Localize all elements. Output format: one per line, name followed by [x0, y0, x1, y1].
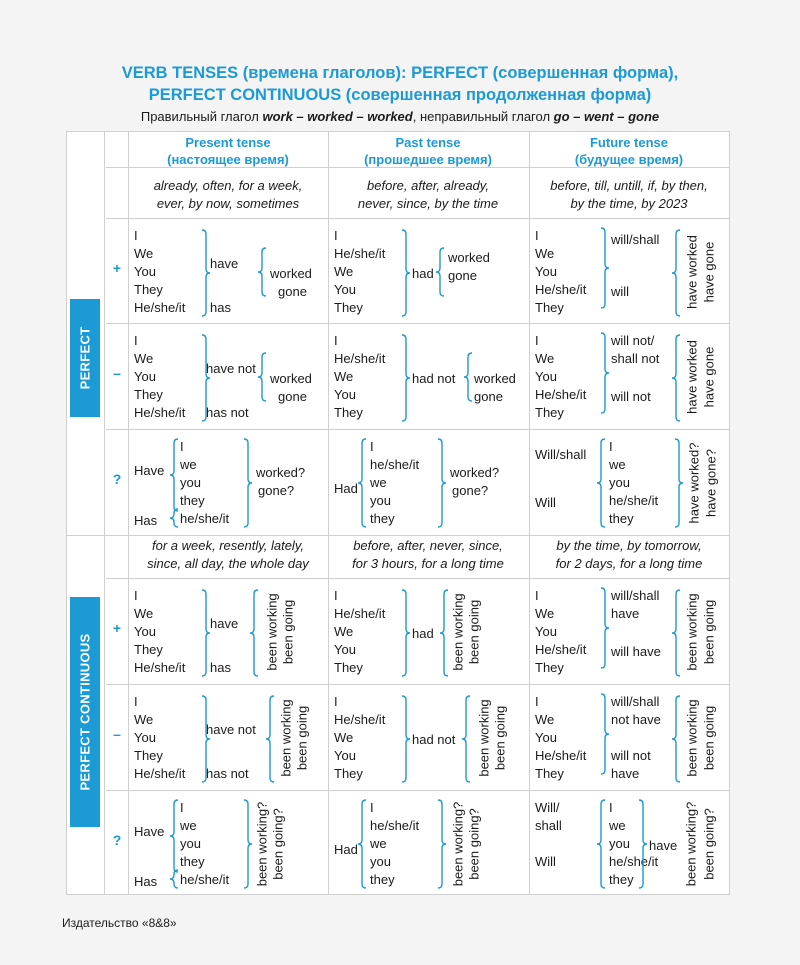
cell-word: have — [210, 256, 239, 271]
cell-word: had not — [412, 732, 456, 747]
left-brace — [597, 439, 605, 527]
left-brace — [672, 230, 680, 316]
right-brace — [244, 800, 252, 888]
cell-word: had — [412, 266, 434, 281]
vertical-form: been working — [684, 699, 700, 777]
sign-minus: – — [113, 726, 121, 742]
cell-word: he/she/it — [180, 511, 230, 526]
cell-word: We — [535, 712, 555, 727]
cell-word: you — [609, 475, 630, 490]
cell-word: He/she/it — [535, 282, 587, 297]
cell-word: I — [609, 800, 613, 815]
cell-word: he/she/it — [370, 457, 420, 472]
cell-word: They — [134, 282, 163, 297]
time-marker-line: by the time, by 2023 — [570, 196, 688, 211]
cell-word: I — [334, 694, 338, 709]
cell-word: have — [649, 838, 678, 853]
right-brace — [675, 439, 683, 527]
cell-word: I — [535, 588, 539, 603]
right-brace — [639, 800, 647, 888]
vertical-form: been going? — [466, 808, 482, 880]
right-brace — [402, 230, 410, 316]
cell-word: We — [334, 730, 354, 745]
cell-word: I — [180, 439, 184, 454]
cell-word: I — [134, 228, 138, 243]
right-brace — [402, 335, 410, 421]
time-marker-line: before, till, untill, if, by then, — [550, 178, 708, 193]
cell-word: We — [535, 246, 555, 261]
cell-word: Will — [535, 854, 556, 869]
cell-word: has — [210, 660, 231, 675]
cell-word: worked? — [450, 465, 500, 480]
cell-word: Had — [334, 481, 358, 496]
header-en: Present tense — [185, 135, 271, 150]
cell-word: They — [334, 766, 363, 781]
grid-line — [66, 894, 730, 895]
page-subtitle: Правильный глагол work – worked – worked, неправильный глагол go – went – gone — [140, 109, 660, 124]
cell-word: They — [535, 405, 564, 420]
header-past — [328, 131, 528, 167]
cell-word: they — [609, 511, 634, 526]
vertical-form: been going? — [270, 808, 286, 880]
grid-line — [328, 131, 329, 895]
cell-word: I — [535, 694, 539, 709]
cell-word: He/she/it — [334, 351, 386, 366]
cell-word: will not/ — [611, 333, 655, 348]
left-brace — [597, 800, 605, 888]
cell-word: You — [334, 387, 356, 402]
cell-word: They — [535, 766, 564, 781]
cell-word: not have — [611, 712, 661, 727]
vertical-form: been going — [492, 705, 508, 771]
cell-word: I — [334, 228, 338, 243]
cell-word: worked — [474, 371, 516, 386]
cell-word: they — [370, 511, 395, 526]
left-brace — [464, 353, 472, 401]
vertical-form: been going — [294, 705, 310, 771]
left-brace — [672, 335, 680, 421]
time-markers-future — [529, 535, 729, 578]
cell-word: will/shall — [611, 588, 660, 603]
right-brace — [202, 590, 210, 676]
cell-word: You — [535, 730, 557, 745]
vertical-form: been going — [280, 599, 296, 665]
cell-word: He/she/it — [334, 712, 386, 727]
vertical-form: have gone — [701, 346, 717, 408]
cell-word: I — [535, 333, 539, 348]
right-brace — [244, 439, 252, 527]
left-brace — [258, 248, 266, 296]
cell-word: Will/shall — [535, 447, 587, 462]
vertical-form: been working — [450, 593, 466, 671]
header-ru: (будущее время) — [574, 152, 684, 167]
right-brace — [202, 230, 210, 316]
time-markers-present — [128, 175, 328, 218]
left-brace — [170, 509, 178, 527]
time-marker-line: before, after, already, — [367, 178, 489, 193]
cell-word: will/shall — [611, 232, 660, 247]
cell-word: gone? — [258, 483, 295, 498]
cell-word: they — [180, 854, 205, 869]
publisher: Издательство «8&8» — [62, 916, 177, 930]
cell-word: Will — [535, 495, 556, 510]
cell-word: will not — [611, 389, 651, 404]
cell-word: shall — [535, 818, 562, 833]
vertical-form: been working? — [450, 801, 466, 887]
cell-word: I — [180, 800, 184, 815]
grid-line — [729, 131, 730, 895]
cell-word: we — [180, 818, 197, 833]
grid-line — [106, 218, 730, 219]
time-marker-line: never, since, by the time — [357, 196, 499, 211]
cell-word: Have — [134, 463, 165, 478]
cell-word: You — [334, 282, 356, 297]
cell-word: He/she/it — [134, 766, 186, 781]
cell-word: I — [134, 333, 138, 348]
cell-word: you — [370, 493, 391, 508]
vertical-form: have worked? — [686, 442, 702, 524]
cell-word: They — [134, 642, 163, 657]
right-brace — [438, 439, 446, 527]
cell-word: You — [134, 369, 156, 384]
cell-word: You — [535, 624, 557, 639]
left-brace — [250, 590, 258, 676]
cell-word: have — [611, 766, 640, 781]
cell-word: They — [334, 660, 363, 675]
sign-minus: – — [113, 365, 121, 381]
cell-word: have not — [206, 722, 256, 737]
cell-word: We — [535, 606, 555, 621]
grid-line — [106, 684, 730, 685]
cell-word: They — [535, 300, 564, 315]
left-brace — [170, 800, 178, 872]
irregular-verb: go – went – gone — [553, 109, 660, 124]
cell-word: had — [412, 626, 434, 641]
right-brace — [601, 694, 609, 774]
header-future — [529, 131, 729, 167]
grid-line — [66, 131, 67, 895]
cell-word: You — [334, 642, 356, 657]
vertical-form: been working — [264, 593, 280, 671]
cell-word: I — [334, 333, 338, 348]
cell-word: will not — [611, 748, 651, 763]
grid-line — [128, 131, 129, 895]
time-marker-line: for 2 days, for a long time — [555, 556, 703, 571]
cell-word: You — [134, 624, 156, 639]
vertical-form: been working — [278, 699, 294, 777]
cell-word: He/she/it — [535, 642, 587, 657]
cell-word: we — [609, 818, 626, 833]
vertical-form: have worked — [684, 235, 700, 309]
time-marker-line: already, often, for a week, — [153, 178, 303, 193]
cell-word: Has — [134, 513, 158, 528]
cell-word: we — [370, 836, 387, 851]
cell-word: have — [210, 616, 239, 631]
sign-plus: + — [112, 260, 122, 276]
cell-word: gone — [448, 268, 477, 283]
section-label-perfect-continuous: PERFECT CONTINUOUS — [70, 597, 100, 827]
time-marker-line: since, all day, the whole day — [147, 556, 309, 571]
cell-word: He/she/it — [134, 405, 186, 420]
cell-word: You — [134, 730, 156, 745]
left-brace — [170, 439, 178, 511]
vertical-form: been going — [701, 705, 717, 771]
cell-word: I — [134, 588, 138, 603]
sign-question: ? — [112, 471, 122, 487]
cell-word: Had — [334, 842, 358, 857]
cell-word: Will/ — [535, 800, 560, 815]
time-marker-line: for 3 hours, for a long time — [352, 556, 504, 571]
cell-word: you — [370, 854, 391, 869]
time-markers-present — [128, 535, 328, 578]
vertical-form: been going? — [701, 808, 717, 880]
cell-word: I — [535, 228, 539, 243]
grid-line — [106, 429, 730, 430]
cell-word: He/she/it — [535, 387, 587, 402]
cell-word: have not — [206, 361, 256, 376]
page-title-line-1: VERB TENSES (времена глаголов): PERFECT (совершенная форма), — [121, 64, 679, 82]
vertical-form: been going — [701, 599, 717, 665]
header-ru: (прошедшее время) — [364, 152, 492, 167]
sign-plus: + — [112, 620, 122, 636]
section-label-perfect: PERFECT — [70, 299, 100, 417]
cell-word: You — [535, 369, 557, 384]
cell-word: I — [609, 439, 613, 454]
grid-line — [529, 131, 530, 895]
grid-line — [106, 578, 730, 579]
cell-word: he/she/it — [180, 872, 230, 887]
cell-word: he/she/it — [370, 818, 420, 833]
cell-word: He/she/it — [334, 606, 386, 621]
time-markers-future — [529, 175, 729, 218]
cell-word: worked — [270, 266, 312, 281]
time-marker-line: ever, by now, sometimes — [156, 196, 300, 211]
left-brace — [170, 870, 178, 888]
cell-word: We — [535, 351, 555, 366]
cell-word: He/she/it — [134, 300, 186, 315]
left-brace — [440, 590, 448, 676]
grid-line — [106, 323, 730, 324]
cell-word: They — [134, 748, 163, 763]
cell-word: They — [134, 387, 163, 402]
left-brace — [358, 439, 366, 527]
time-markers-past — [328, 175, 528, 218]
left-brace — [672, 590, 680, 676]
cell-word: gone — [278, 284, 307, 299]
cell-word: will — [611, 284, 630, 299]
vertical-form: been working? — [254, 801, 270, 887]
time-markers-past — [328, 535, 528, 578]
right-brace — [601, 333, 609, 413]
cell-word: They — [334, 300, 363, 315]
cell-word: they — [609, 872, 634, 887]
cell-word: Has — [134, 874, 158, 889]
cell-word: They — [535, 660, 564, 675]
left-brace — [266, 696, 274, 782]
cell-word: worked? — [256, 465, 306, 480]
cell-word: I — [370, 800, 374, 815]
header-en: Future tense — [589, 135, 668, 150]
cell-word: They — [334, 405, 363, 420]
cell-word: shall not — [611, 351, 660, 366]
right-brace — [601, 228, 609, 308]
cell-word: have — [611, 606, 640, 621]
cell-word: they — [370, 872, 395, 887]
cell-word: You — [334, 748, 356, 763]
left-brace — [462, 696, 470, 782]
cell-word: We — [334, 264, 354, 279]
cell-word: You — [535, 264, 557, 279]
cell-word: you — [609, 836, 630, 851]
regular-verb: work – worked – worked — [262, 109, 413, 124]
cell-word: he/she/it — [609, 493, 659, 508]
right-brace — [601, 588, 609, 668]
left-brace — [358, 800, 366, 888]
header-en: Past tense — [395, 135, 461, 150]
grid-line — [106, 790, 730, 791]
cell-word: gone? — [452, 483, 489, 498]
cell-word: we — [609, 457, 626, 472]
cell-word: gone — [278, 389, 307, 404]
cell-word: had not — [412, 371, 456, 386]
cell-word: we — [370, 475, 387, 490]
right-brace — [402, 590, 410, 676]
vertical-form: have gone — [701, 241, 717, 303]
cell-word: worked — [448, 250, 490, 265]
cell-word: We — [134, 246, 154, 261]
cell-word: We — [334, 624, 354, 639]
grid-line — [104, 131, 105, 895]
time-marker-line: for a week, resently, lately, — [152, 538, 304, 553]
left-brace — [436, 248, 444, 296]
cell-word: We — [334, 369, 354, 384]
cell-word: you — [180, 836, 201, 851]
time-marker-line: before, after, never, since, — [353, 538, 503, 553]
cell-word: worked — [270, 371, 312, 386]
cell-word: I — [370, 439, 374, 454]
cell-word: We — [134, 606, 154, 621]
vertical-form: been going — [466, 599, 482, 665]
vertical-form: been working — [476, 699, 492, 777]
vertical-form: been working? — [683, 801, 699, 887]
cell-word: we — [180, 457, 197, 472]
left-brace — [258, 353, 266, 401]
cell-word: He/she/it — [334, 246, 386, 261]
tense-table — [66, 131, 730, 895]
right-brace — [402, 696, 410, 782]
header-present — [128, 131, 328, 167]
vertical-form: been working — [684, 593, 700, 671]
left-brace — [672, 696, 680, 782]
cell-word: He/she/it — [535, 748, 587, 763]
cell-word: We — [134, 712, 154, 727]
cell-word: they — [180, 493, 205, 508]
time-marker-line: by the time, by tomorrow, — [556, 538, 702, 553]
cell-word: He/she/it — [134, 660, 186, 675]
cell-word: will have — [611, 644, 661, 659]
vertical-form: have gone? — [703, 449, 719, 517]
cell-word: We — [134, 351, 154, 366]
cell-word: gone — [474, 389, 503, 404]
page-title-line-2: PERFECT CONTINUOUS (совершенная продолженная форма) — [148, 86, 652, 104]
vertical-form: have worked — [684, 340, 700, 414]
sign-question: ? — [112, 832, 122, 848]
cell-word: has — [210, 300, 231, 315]
right-brace — [438, 800, 446, 888]
cell-word: I — [134, 694, 138, 709]
cell-word: Have — [134, 824, 165, 839]
cell-word: you — [180, 475, 201, 490]
cell-word: has not — [206, 405, 249, 420]
cell-word: will/shall — [611, 694, 660, 709]
cell-word: I — [334, 588, 338, 603]
cell-word: he/she/it — [609, 854, 659, 869]
cell-word: You — [134, 264, 156, 279]
header-ru: (настоящее время) — [167, 152, 289, 167]
cell-word: has not — [206, 766, 249, 781]
